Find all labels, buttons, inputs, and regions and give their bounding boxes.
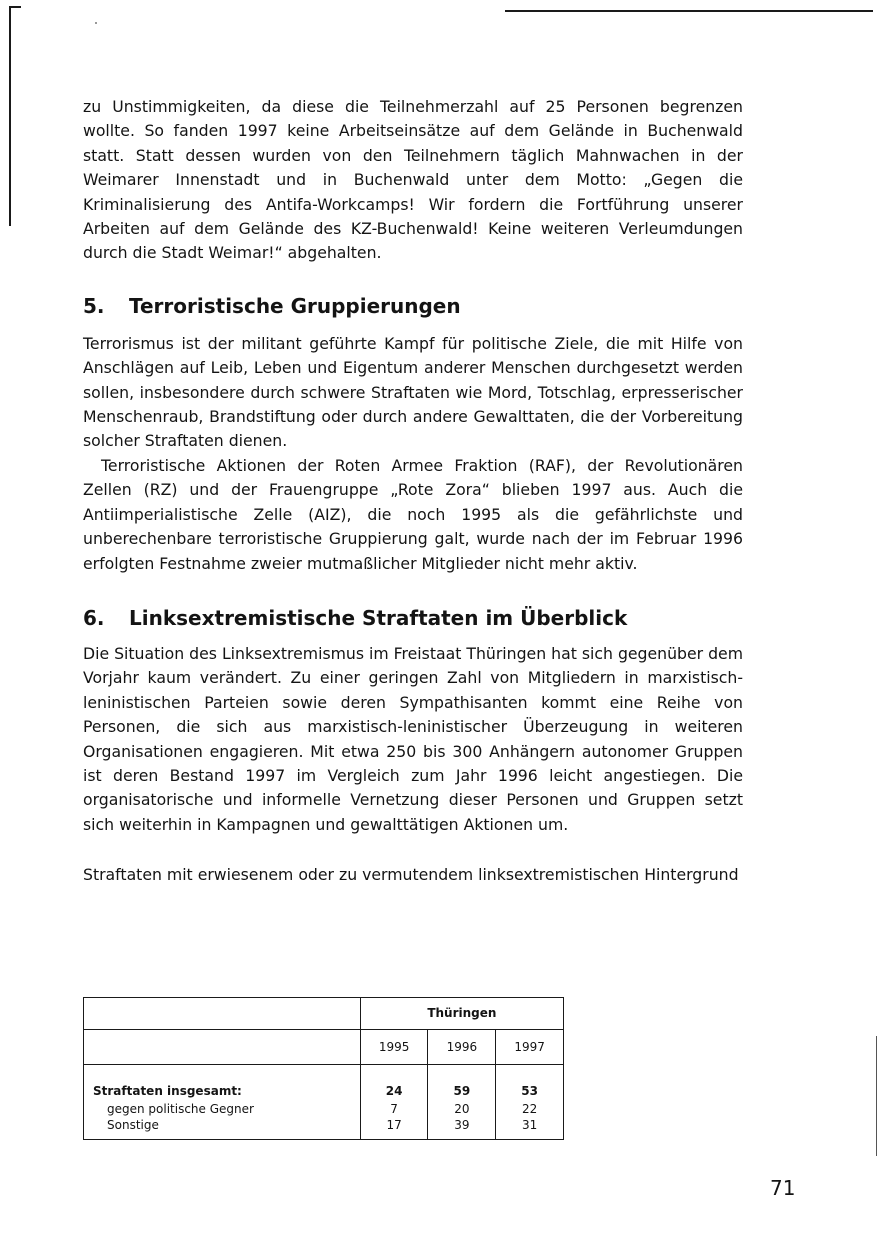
table-cell: 22	[496, 1101, 564, 1118]
right-scan-rule	[876, 1036, 877, 1156]
left-scan-rule	[9, 6, 11, 226]
table-years-row	[84, 1030, 564, 1065]
table-caption: Straftaten mit erwiesenem oder zu vermutendem linksextremistischen Hintergrund	[83, 865, 739, 885]
scan-speck	[95, 22, 97, 24]
table-header-blank	[84, 998, 361, 1030]
section-6-heading	[83, 605, 743, 631]
section-6-number: 6.	[83, 605, 105, 630]
section-5-title: Terroristische Gruppierungen	[129, 293, 461, 318]
table-year-1997: 1997	[496, 1030, 564, 1065]
table-row-label: Sonstige	[84, 1118, 361, 1140]
table-row-label: Straftaten insgesamt:	[84, 1065, 361, 1102]
table-row-political-opponents	[84, 1101, 564, 1118]
table-years-blank	[84, 1030, 361, 1065]
table-cell: 59	[428, 1065, 496, 1102]
table-year-1996: 1996	[428, 1030, 496, 1065]
table-cell: 53	[496, 1065, 564, 1102]
table-cell: 31	[496, 1118, 564, 1140]
section-5-heading	[83, 293, 743, 319]
offenses-table	[83, 997, 564, 1140]
table-row-total	[84, 1065, 564, 1102]
intro-paragraph: zu Unstimmigkeiten, da diese die Teilnehmerzahl auf 25 Personen begrenzen wollte. So fanden 1997 keine Arbeitseinsätze auf dem Gelände in Buchenwald statt. Statt dessen wurden von den Teilnehmern täglich Mahnwachen in der Weimarer Innenstadt und in Buchenwald unter dem Motto: „Gegen die Kriminalisierung des Antifa-Workcamps! Wir fordern die Fortführung unserer Arbeiten auf dem Gelände des KZ-Buchenwald! Keine weiteren Verleumdungen durch die Stadt Weimar!“ abgehalten.	[83, 97, 743, 263]
table-row-other	[84, 1118, 564, 1140]
top-scan-rule	[505, 10, 873, 12]
table-cell: 39	[428, 1118, 496, 1140]
left-scan-tick	[9, 6, 21, 8]
table-cell: 7	[390, 1102, 398, 1116]
section-6-paragraph-1: Die Situation des Linksextremismus im Freistaat Thüringen hat sich gegenüber dem Vorjahr kaum verändert. Zu einer geringen Zahl von Mitgliedern in marxistisch-leninistischen Parteien sowie deren Sympathisanten kommt eine Reihe von Personen, die sich aus marxistisch-leninistischer Überzeugung in weiteren Organisationen engagieren. Mit etwa 250 bis 300 Anhängern autonomer Gruppen ist deren Bestand 1997 im Vergleich zum Jahr 1996 leicht angestiegen. Die organisatorische und informelle Vernetzung dieser Personen und Gruppen setzt sich weiterhin in Kampagnen und gewalttätigen Aktionen um.	[83, 643, 743, 834]
section-5-paragraph-1: Terrorismus ist der militant geführte Kampf für politische Ziele, die mit Hilfe von Anschlägen auf Leib, Leben und Eigentum anderer Menschen durchgesetzt werden sollen, insbesondere durch schwere Straftaten wie Mord, Totschlag, erpresserischer Menschenraub, Brandstiftung oder durch andere Gewalttaten, die der Vorbereitung solcher Straftaten dienen.	[83, 333, 743, 451]
table-cell: 17	[360, 1118, 428, 1140]
table-row-label: gegen politische Gegner	[84, 1101, 361, 1118]
table-header-row	[84, 998, 564, 1030]
table-state-header: Thüringen	[360, 998, 563, 1030]
page-content	[83, 95, 743, 888]
section-5-number: 5.	[83, 293, 105, 318]
table-cell: 24	[385, 1084, 403, 1098]
page-number: 71	[770, 1176, 796, 1200]
section-5-paragraph-2: Terroristische Aktionen der Roten Armee Fraktion (RAF), der Revolutionären Zellen (RZ) und der Frauengruppe „Rote Zora“ blieben 1997 aus. Auch die Antiimperialistische Zelle (AIZ), die noch 1995 als die gefährlichste und unberechenbare terroristische Gruppierung galt, wurde nach der im Februar 1996 erfolgten Festnahme zweier mutmaßlicher Mitglieder nicht mehr aktiv.	[83, 455, 743, 573]
section-6-title: Linksextremistische Straftaten im Überblick	[129, 605, 628, 630]
table-year-1995: 1995	[360, 1030, 428, 1065]
table-cell: 20	[428, 1101, 496, 1118]
